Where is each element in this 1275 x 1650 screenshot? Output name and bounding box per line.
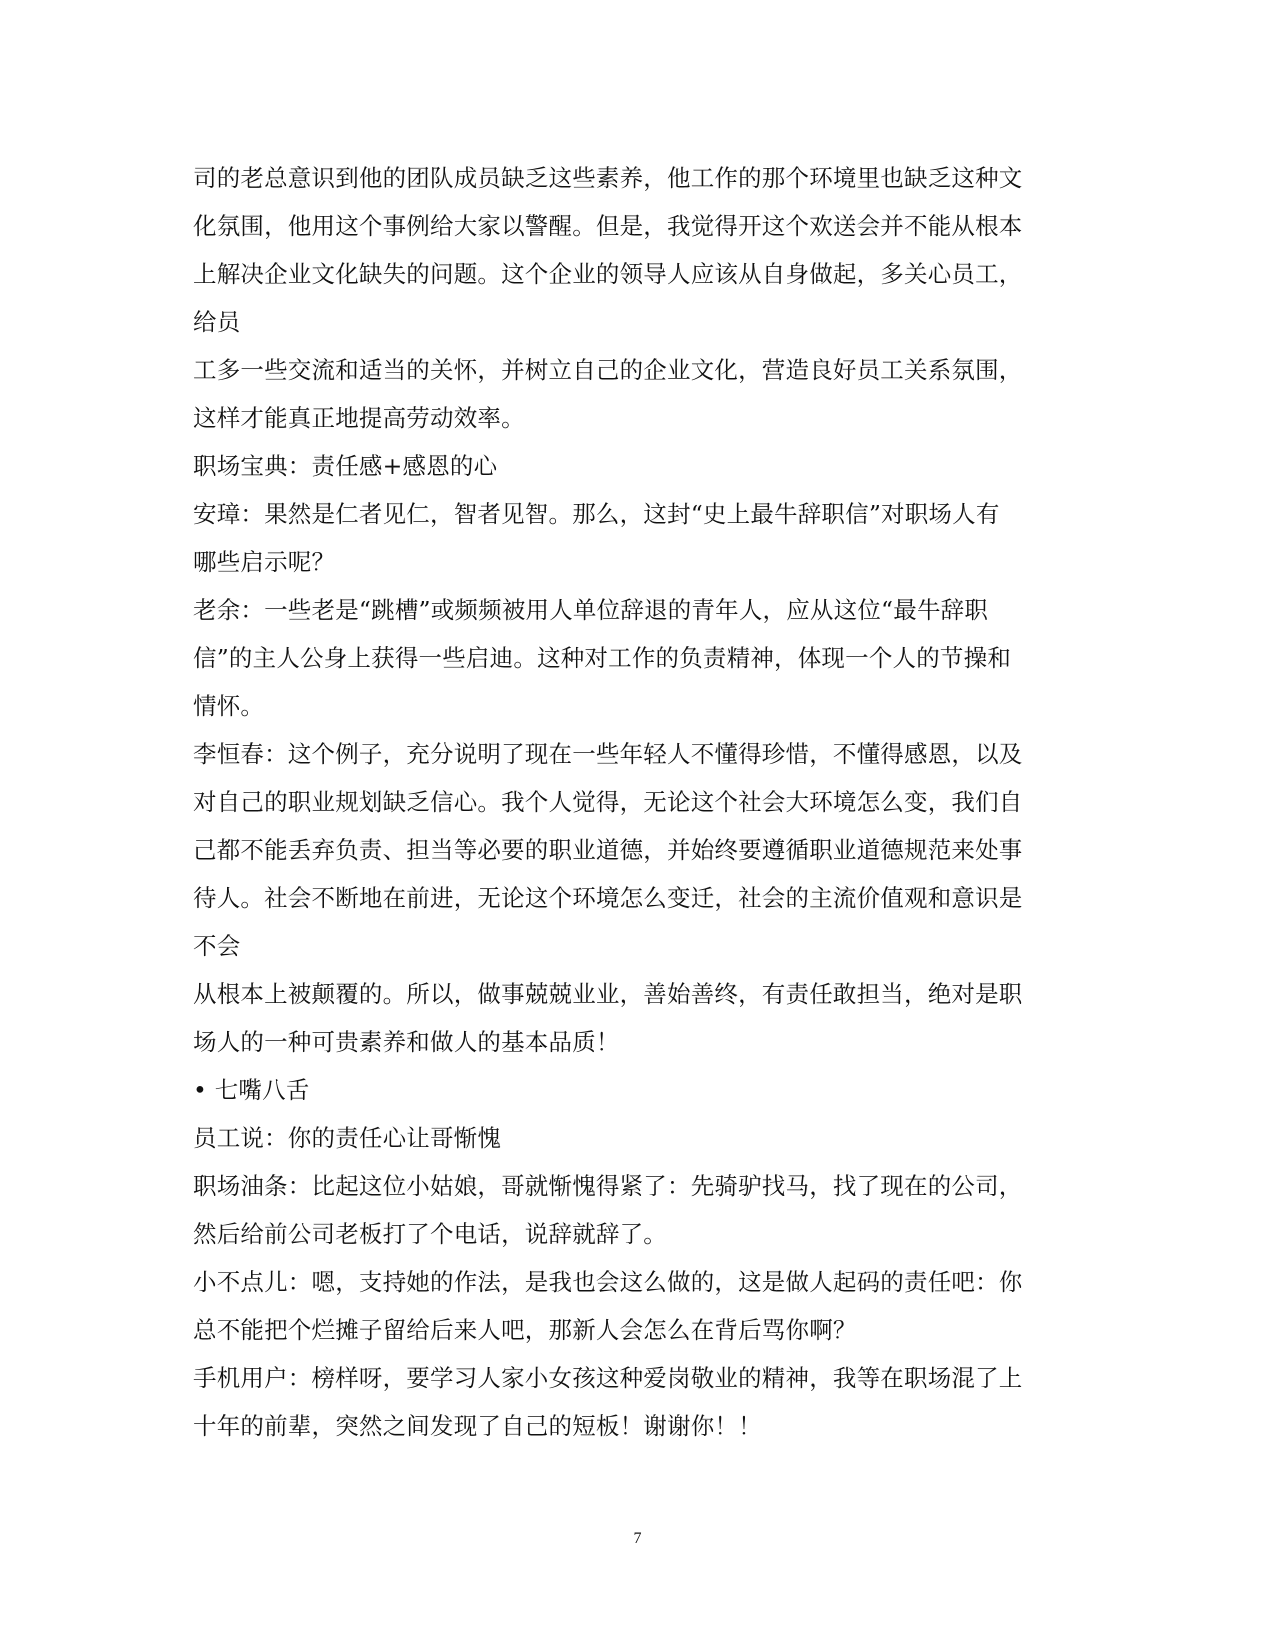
text-line: 职场油条：比起这位小姑娘，哥就惭愧得紧了：先骑驴找马，找了现在的公司， — [193, 1172, 1023, 1200]
text-line: 老余：一些老是“跳槽”或频频被用人单位辞退的青年人，应从这位“最牛辞职 — [193, 596, 989, 624]
text-line: 这样才能真正地提高劳动效率。 — [193, 404, 525, 432]
text-line: 场人的一种可贵素养和做人的基本品质！ — [193, 1028, 620, 1056]
text-line: 待人。社会不断地在前进，无论这个环境怎么变迁，社会的主流价值观和意识是 — [193, 884, 1023, 912]
text-line: 司的老总意识到他的团队成员缺乏这些素养，他工作的那个环境里也缺乏这种文 — [193, 164, 1023, 192]
text-line: 给员 — [193, 308, 241, 336]
text-line: 李恒春：这个例子，充分说明了现在一些年轻人不懂得珍惜，不懂得感恩，以及 — [193, 740, 1023, 768]
text-line: 上解决企业文化缺失的问题。这个企业的领导人应该从自身做起，多关心员工， — [193, 260, 1023, 288]
text-line: 己都不能丢弃负责、担当等必要的职业道德，并始终要遵循职业道德规范来处事 — [193, 836, 1023, 864]
text-line: 员工说：你的责任心让哥惭愧 — [193, 1124, 502, 1152]
page-number: 7 — [633, 1530, 642, 1547]
text-line: 哪些启示呢？ — [193, 548, 336, 576]
text-line: 总不能把个烂摊子留给后来人吧，那新人会怎么在背后骂你啊？ — [193, 1316, 857, 1344]
text-line: 然后给前公司老板打了个电话，说辞就辞了。 — [193, 1220, 667, 1248]
text-line: 情怀。 — [193, 692, 265, 720]
text-line: 信”的主人公身上获得一些启迪。这种对工作的负责精神，体现一个人的节操和 — [193, 644, 1012, 672]
text-line: 手机用户：榜样呀，要学习人家小女孩这种爱岗敬业的精神，我等在职场混了上 — [193, 1364, 1023, 1392]
text-line: 化氛围，他用这个事例给大家以警醒。但是，我觉得开这个欢送会并不能从根本 — [193, 212, 1023, 240]
text-line: 安璋：果然是仁者见仁，智者见智。那么，这封“史上最牛辞职信”对职场人有 — [193, 500, 1000, 528]
text-line: 小不点儿：嗯，支持她的作法，是我也会这么做的，这是做人起码的责任吧：你 — [193, 1268, 1023, 1296]
text-line: 不会 — [193, 932, 241, 960]
text-line: 从根本上被颠覆的。所以，做事兢兢业业，善始善终，有责任敢担当，绝对是职 — [193, 980, 1023, 1008]
text-line: 十年的前辈，突然之间发现了自己的短板！谢谢你！！ — [193, 1412, 762, 1440]
section-heading: 职场宝典：责任感+感恩的心 — [193, 452, 498, 480]
text-line: 工多一些交流和适当的关怀，并树立自己的企业文化，营造良好员工关系氛围， — [193, 356, 1023, 384]
bullet-heading: • 七嘴八舌 — [193, 1076, 310, 1104]
text-line: 对自己的职业规划缺乏信心。我个人觉得，无论这个社会大环境怎么变，我们自 — [193, 788, 1023, 816]
document-body — [193, 154, 1083, 1450]
